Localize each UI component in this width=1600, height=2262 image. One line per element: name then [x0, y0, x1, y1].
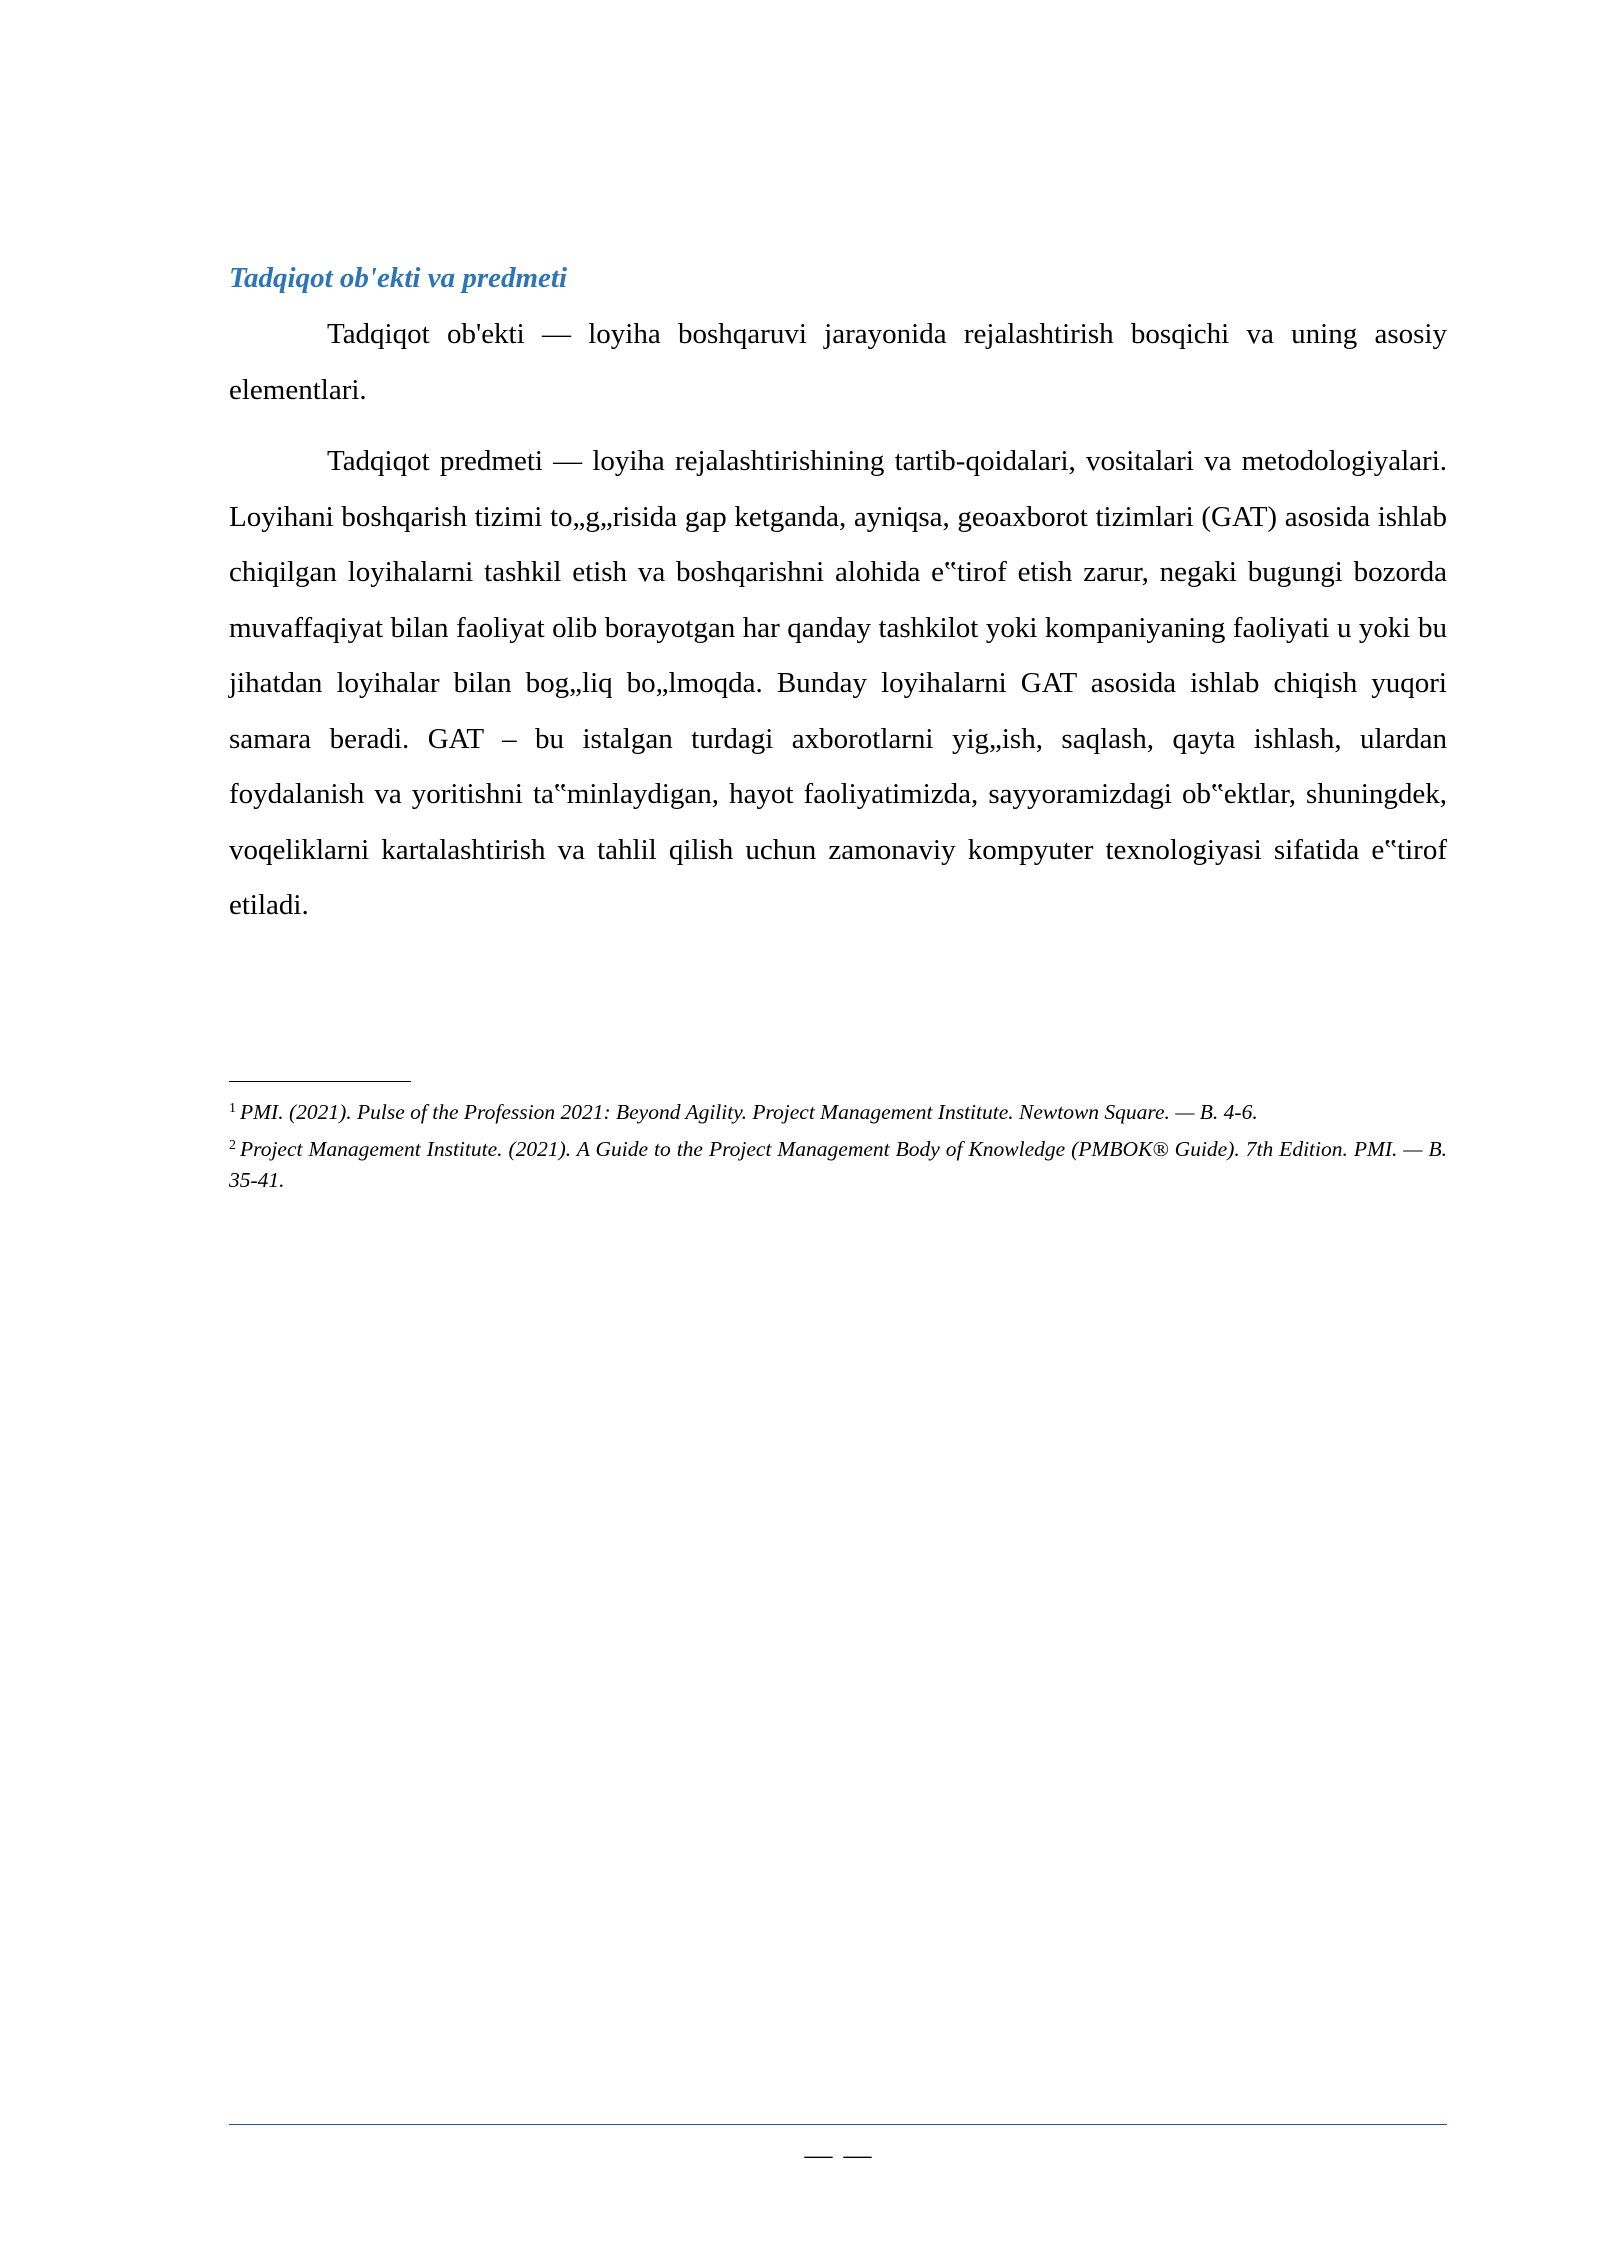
- paragraph-research-object: Tadqiqot ob'ekti — loyiha boshqaruvi jarayonida rejalashtirish bosqichi va uning asosiy elementlari.: [229, 318, 1447, 406]
- footnote-1-text: PMI. (2021). Pulse of the Profession 2021: Beyond Agility. Project Management Institute. Newtown Square. — B. 4-6.: [240, 1100, 1258, 1124]
- footnote-2-number: 2: [229, 1138, 236, 1153]
- paragraph-research-subject: Tadqiqot predmeti — loyiha rejalashtirishining tartib-qoidalari, vositalari va metodologiyalari. Loyihani boshqarish tizimi to„g„risida gap ketganda, ayniqsa, geoaxborot tizimlari (GAT) asosida ishlab chiqilgan loyihalarni tashkil etish va boshqarishni alohida e‟tirof etish zarur, negaki bugungi bozorda muvaffaqiyat bilan faoliyat olib borayotgan har qanday tashkilot yoki kompaniyaning faoliyati u yoki bu jihatdan loyihalar bilan bog„liq bo„lmoqda. Bunday loyihalarni GAT asosida ishlab chiqish yuqori samara beradi. GAT – bu istalgan turdagi axborotlarni yig„ish, saqlash, qayta ishlash, ulardan foydalanish va yoritishni ta‟minlaydigan, hayot faoliyatimizda, sayyoramizdagi ob‟ektlar, shuningdek, voqeliklarni kartalashtirish va tahlil qilish uchun zamonaviy kompyuter texnologiyasi sifatida e‟tirof etiladi.: [229, 445, 1447, 921]
- section-heading: Tadqiqot ob'ekti va predmeti: [229, 262, 568, 294]
- footnote-2: [229, 1130, 1447, 1196]
- footnote-2-text: Project Management Institute. (2021). A Guide to the Project Management Body of Knowledge (PMBOK® Guide). 7th Edition. PMI. — B. 35-41.: [229, 1137, 1447, 1192]
- footnote-1: [229, 1093, 1447, 1128]
- footer-rule: [229, 2124, 1447, 2125]
- footnote-1-number: 1: [229, 1101, 236, 1116]
- footnote-separator: [229, 1081, 411, 1082]
- page-number: — —: [804, 2140, 874, 2171]
